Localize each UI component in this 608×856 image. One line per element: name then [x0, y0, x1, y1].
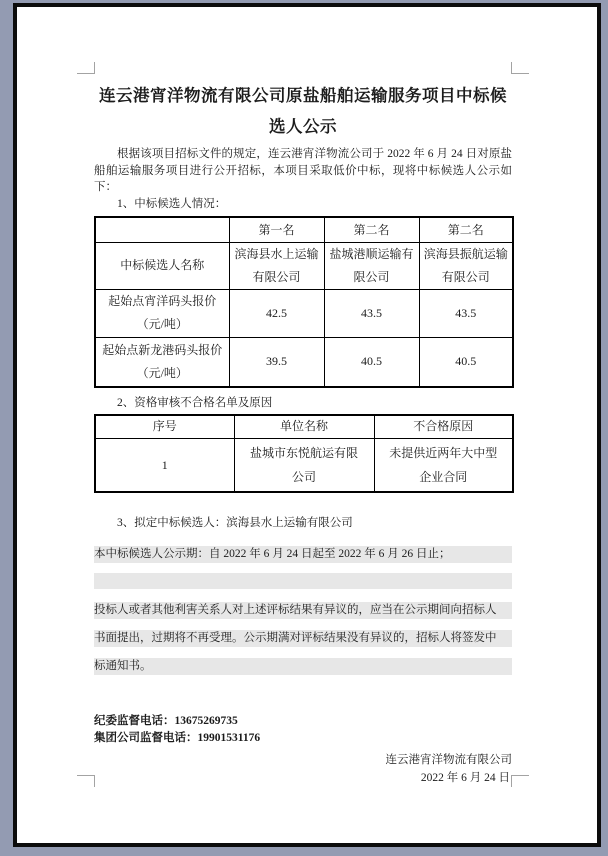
- objection-line: 投标人或者其他利害关系人对上述评标结果有异议的，应当在公示期间向招标人: [94, 602, 512, 619]
- price-value: 42.5: [229, 289, 324, 337]
- xinlonggang-price-row: [95, 337, 513, 387]
- price-value: 40.5: [419, 337, 513, 387]
- publicity-period-text: 本中标候选人公示期：自 2022 年 6 月 24 日起至 2022 年 6 月 26 日止；: [94, 546, 512, 563]
- candidate-name-1: 滨海县水上运输有限公司: [229, 242, 324, 289]
- candidates-table-corner-cell: [95, 217, 229, 243]
- reason-header: 不合格原因: [374, 415, 513, 439]
- price-value: 43.5: [324, 289, 419, 337]
- price-value: 39.5: [229, 337, 324, 387]
- row-label: 起始点宵洋码头报价（元/吨）: [95, 289, 229, 337]
- signature-company: 连云港宵洋物流有限公司: [385, 753, 512, 766]
- publicity-period-line: [94, 546, 512, 563]
- seq-cell: 1: [95, 438, 234, 492]
- reason-cell: 未提供近两年大中型企业合同: [374, 438, 513, 492]
- margin-mark-top-left-icon: [77, 62, 95, 74]
- candidate-names-row: [95, 242, 513, 289]
- section-1-heading: 1、中标候选人情况：: [117, 197, 227, 210]
- company-cell: 盐城市东悦航运有限公司: [234, 438, 374, 492]
- rank-1-header: 第一名: [229, 217, 324, 243]
- rank-3-header: 第二名: [419, 217, 513, 243]
- section-3-line: 3、拟定中标候选人：滨海县水上运输有限公司: [117, 516, 353, 529]
- signature-date: 2022 年 6 月 24 日: [420, 771, 510, 784]
- rank-2-header: 第二名: [324, 217, 419, 243]
- price-value: 40.5: [324, 337, 419, 387]
- margin-mark-top-right-icon: [511, 62, 529, 74]
- objection-paragraph: [94, 602, 512, 675]
- margin-mark-bottom-right-icon: [511, 775, 529, 787]
- row-label: 起始点新龙港码头报价（元/吨）: [95, 337, 229, 387]
- group-phone-line: 集团公司监督电话：19901531176: [94, 731, 261, 744]
- seq-header: 序号: [95, 415, 234, 439]
- price-value: 43.5: [419, 289, 513, 337]
- objection-line: 书面提出，过期将不再受理。公示期满对评标结果没有异议的，招标人将签发中: [94, 630, 512, 647]
- intro-paragraph: 根据该项目招标文件的规定，连云港宵洋物流公司于 2022 年 6 月 24 日对原盐船舶运输服务项目进行公开招标，本项目采取低价中标，现将中标候选人公示如下：: [94, 148, 512, 193]
- section-2-heading: 2、资格审核不合格名单及原因: [117, 396, 273, 409]
- candidates-table-header-row: [95, 217, 513, 243]
- highlighted-empty-line: [94, 573, 512, 589]
- document-content: [94, 73, 512, 788]
- document-title: 连云港宵洋物流有限公司原盐船舶运输服务项目中标候选人公示: [99, 86, 507, 136]
- candidate-name-3: 滨海县振航运输有限公司: [419, 242, 513, 289]
- disqualified-table-header-row: [95, 415, 513, 439]
- row-label: 中标候选人名称: [95, 242, 229, 289]
- disqualified-table: [94, 414, 514, 493]
- candidates-table: [94, 216, 514, 388]
- discipline-phone-line: 纪委监督电话：13675269735: [94, 714, 238, 727]
- company-header: 单位名称: [234, 415, 374, 439]
- document-page: [13, 3, 601, 847]
- disqualified-row: [95, 438, 513, 492]
- margin-mark-bottom-left-icon: [77, 775, 95, 787]
- xiaoyang-price-row: [95, 289, 513, 337]
- candidate-name-2: 盐城港顺运输有限公司: [324, 242, 419, 289]
- objection-line: 标通知书。: [94, 658, 512, 675]
